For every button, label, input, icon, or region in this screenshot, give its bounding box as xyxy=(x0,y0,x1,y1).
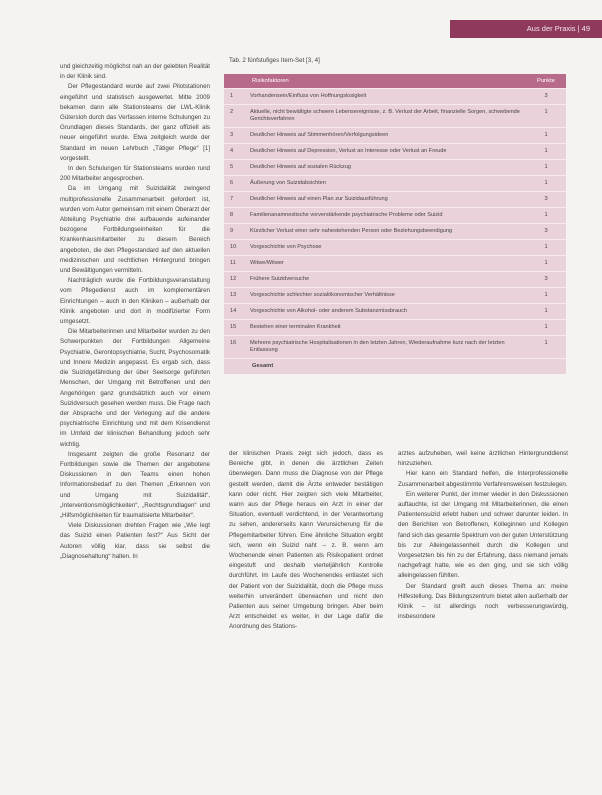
header-item: Risikofaktoren xyxy=(252,78,289,84)
paragraph: Insgesamt zeigten die große Resonanz der Fortbildungen sowie die Themen der angebotene Diskussionen in den Teams einen hohen Informationsbedarf zu den Themen „Erkennen von und Umgang mit Suizidalität“, „Interventionsmöglichkeiten“, „Rechtsgrundlagen“ und „Hilfsmöglichkeiten für traumatisierte Mitarbeiter“. xyxy=(60,450,210,519)
table-footer-row xyxy=(224,358,566,374)
header-value: Punkte xyxy=(536,78,556,84)
table-caption: Tab. 2 fünfstufiges Item-Set [3, 4] xyxy=(229,57,320,64)
section-title: Aus der Praxis | 49 xyxy=(526,24,590,33)
table-row xyxy=(224,143,566,159)
table-body xyxy=(224,88,566,358)
row-value: 3 xyxy=(544,196,548,202)
table-row xyxy=(224,175,566,191)
row-value: 1 xyxy=(544,212,548,218)
row-value: 3 xyxy=(544,276,548,282)
middle-text-column xyxy=(229,449,383,633)
table-row xyxy=(224,319,566,335)
row-num: 10 xyxy=(230,244,237,250)
table-row xyxy=(224,159,566,175)
paragraph: In den Schulungen für Stationsteams wurden rund 200 Mitarbeiter angesprochen. xyxy=(60,165,210,183)
row-text: Vorgeschichte von Alkohol- oder anderem Substanzmissbrauch xyxy=(250,308,408,314)
table-header-row xyxy=(224,74,566,88)
paragraph: arztes aufzuheben, weil keine ärztlichen Hintergrunddienst hinzuziehen. xyxy=(398,450,568,468)
row-value: 1 xyxy=(544,244,548,250)
row-text: Frühere Suizidversuche xyxy=(250,276,310,282)
row-value: 3 xyxy=(544,228,548,234)
row-text: Vorgeschichte von Psychose xyxy=(250,244,322,250)
table-row xyxy=(224,127,566,143)
row-num: 16 xyxy=(230,340,237,346)
row-text: Deutlicher Hinweis auf sozialen Rückzug xyxy=(250,164,352,170)
table-row xyxy=(224,104,566,127)
row-value: 1 xyxy=(544,180,548,186)
table-row xyxy=(224,287,566,303)
section-header xyxy=(450,20,602,38)
row-text: Vorhandensein/Einfluss von Hoffnungslosigkeit xyxy=(250,93,367,99)
row-value: 1 xyxy=(544,132,548,138)
row-value: 1 xyxy=(544,340,548,346)
row-num: 13 xyxy=(230,292,237,298)
risk-factor-table xyxy=(224,74,566,374)
row-num: 6 xyxy=(230,180,234,186)
row-num: 15 xyxy=(230,324,237,330)
table-row xyxy=(224,271,566,287)
table-row xyxy=(224,239,566,255)
row-text: Mehrere psychiatrische Hospitalisationen in den letzten Jahren, Wiederaufnahme kurz nach der letzten Entlassung xyxy=(250,340,505,353)
table-row xyxy=(224,207,566,223)
row-value: 1 xyxy=(544,148,548,154)
row-num: 3 xyxy=(230,132,234,138)
row-num: 8 xyxy=(230,212,234,218)
row-value: 1 xyxy=(544,308,548,314)
row-num: 1 xyxy=(230,93,234,99)
paragraph: Die Mitarbeiterinnen und Mitarbeiter wurden zu den Schwerpunkten der Fortbildungen Allgemeine Psychiatrie, Gerontopsychiatrie, Sucht, Psychosomatik und Innere Medizin angepasst. Es ergab sich, dass die Suizidgefährdung der über Seelsorge geführten Menschen, der Umgang mit Betroffenen und den Angehörigen ganz grundsätzlich auch vor einem Suizidversuch gesehen werden muss. Die Frage nach der Absprache und der Verlegung auf die andere psychiatrische Einrichtung und mit dem Krisendienst im Umfeld der klinischen Behandlung jedoch sehr wichtig. xyxy=(60,328,210,448)
row-num: 4 xyxy=(230,148,234,154)
row-text: Deutlicher Hinweis auf Stimmenhören/Verfolgungsideen xyxy=(250,132,389,138)
row-text: Kürzlicher Verlust einer sehr nahestehenden Person oder Beziehungsbeendigung xyxy=(250,228,453,234)
row-text: Bestehen einer terminalen Krankheit xyxy=(250,324,341,330)
row-num: 5 xyxy=(230,164,234,170)
row-num: 2 xyxy=(230,109,234,115)
row-text: Deutlicher Hinweis auf Depression, Verlust an Interesse oder Verlust an Freude xyxy=(250,148,447,154)
table-row xyxy=(224,255,566,271)
row-text: Witwe/Witwer xyxy=(250,260,284,266)
row-value: 3 xyxy=(544,93,548,99)
right-text-column xyxy=(398,449,568,622)
table-row xyxy=(224,335,566,358)
row-text: Familienanamnestische vorverstärkende psychiatrische Probleme oder Suizid xyxy=(250,212,443,218)
row-value: 1 xyxy=(544,164,548,170)
row-num: 11 xyxy=(230,260,236,266)
row-text: Äußerung von Suizidabsichten xyxy=(250,180,326,186)
row-text: Vorgeschichte schlechter sozialökonomischer Verhältnisse xyxy=(250,292,395,298)
footer-label: Gesamt xyxy=(252,363,274,369)
paragraph: und gleichzeitig möglichst nah an der gelebten Realität in der Klinik sind. xyxy=(60,63,210,81)
paragraph: Der Pflegestandard wurde auf zwei Pilotstationen eingeführt und statistisch ausgewertet. Mitte 2009 bekamen dann alle Stationsteams der LWL-Klinik Gütersloh durch das Verfassen interne Schulungen zu Grundlagen dieses Standards, der ganz offiziell als neuer eingeführt wurde. Etwa zeitgleich wurde der Standard im neuen Lehrbuch „Tätiger Pflege“ [1] vorgestellt. xyxy=(60,83,210,162)
row-value: 1 xyxy=(544,109,548,115)
paragraph: Nachträglich wurde die Fortbildungsveranstaltung vom Pflegedienst auch im komplementären Einrichtungen – auch in den Kliniken – außerhalb der Klinik angeboten und dort in modifizierter Form umgesetzt. xyxy=(60,277,210,326)
row-num: 9 xyxy=(230,228,234,234)
left-text-column xyxy=(60,62,210,562)
paragraph: Der Standard greift auch dieses Thema an: meine Hilfestellung. Das Bildungszentrum bietet allen außerhalb der Klinik – ist allerdings noch verbesserungswürdig, insbesondere xyxy=(398,582,568,621)
table-row xyxy=(224,191,566,207)
paragraph: Ein weiterer Punkt, der immer wieder in den Diskussionen auftauchte, ist der Umgang mit Mitarbeiterinnen, die einen Patientensuizid erlebt haben und schwer darunter leiden. In den Berichten von Betroffenen, Kolleginnen und Kollegen fand sich das gesamte Spektrum von der guten Unterstützung bis zur Alleingelassenheit durch die Kollegen und Vorgesetzten bis hin zu der Erfahrung, dass niemand jemals nachgefragt hatte, wie es den ging, und sie sich völlig alleingelassen fühlten. xyxy=(398,490,568,580)
row-num: 12 xyxy=(230,276,237,282)
paragraph: Da im Umgang mit Suizidalität zwingend multiprofessionelle Zusammenarbeit gefordert ist, wurden vom Autor gemeinsam mit einem Oberarzt der Abteilung Psychiatrie drei aufbauende aufeinander bezogene Fortbildungseinheiten für die Krankenhausmitarbeiter zu diesem Bereich angeboten, die den Pflegestandard auf den aktuellen medizinischen und rechtlichen Hintergrund bringen und Bewältigungen vermitteln. xyxy=(60,185,210,275)
paragraph: Viele Diskussionen drehten Fragen wie „Wie legt das Suizid einen Patienten fest?“ Aus Sicht der Autoren völlig klar, dass sie selbst die „Diagnosehaltung“ halten. In xyxy=(60,522,210,560)
row-num: 14 xyxy=(230,308,237,314)
paragraph: Hier kann ein Standard helfen, die Interprofessionelle Zusammenarbeit abgestimmte Verfahrensweisen festzulegen. xyxy=(398,470,568,488)
row-text: Deutlicher Hinweis auf einen Plan zur Suizidausführung xyxy=(250,196,388,202)
row-value: 1 xyxy=(544,260,548,266)
row-value: 1 xyxy=(544,324,548,330)
row-value: 1 xyxy=(544,292,548,298)
table-row xyxy=(224,223,566,239)
table-row xyxy=(224,303,566,319)
row-text: Aktuelle, nicht bewältigte schwere Lebensereignisse, z. B. Verlust der Arbeit, finanzielle Sorgen, schwebende Gerichtsverfahren xyxy=(250,109,520,122)
table-row xyxy=(224,88,566,104)
paragraph: der klinischen Praxis zeigt sich jedoch, dass es Bereiche gibt, in denen die ärztlichen Zeiten überwiegen. Dann muss die Diagnose von der Pflege gestellt werden, damit die Ärzte entweder bestätigen kann oder nicht. Hier zeigten sich viele Mitarbeiter, wann aus der Pflege heraus ein Arzt in einer der Situation, eventuell verdichtend, in der Verantwortung zu sehen, andererseits kann Verunsicherung für die Pflegemitarbeiter führen. Eine ähnliche Situation ergibt sich, wenn ein Suizid naht – z. B. wenn am Wochenende einen Patienten als Risikopatient ordnet eingestuft und deshalb vierteljährlich Kontrolle durchführt. Im Laufe des Wochenendes entlastet sich der Patient von der Suizidalität, doch die Pflege muss weiterhin unverändert überwachen und nicht den Patienten aus seiner Umgebung bringen. Aber beim Arzt entscheidet es weiter, in der Lage dafür die Anordnung des Stations- xyxy=(229,450,383,631)
row-num: 7 xyxy=(230,196,234,202)
